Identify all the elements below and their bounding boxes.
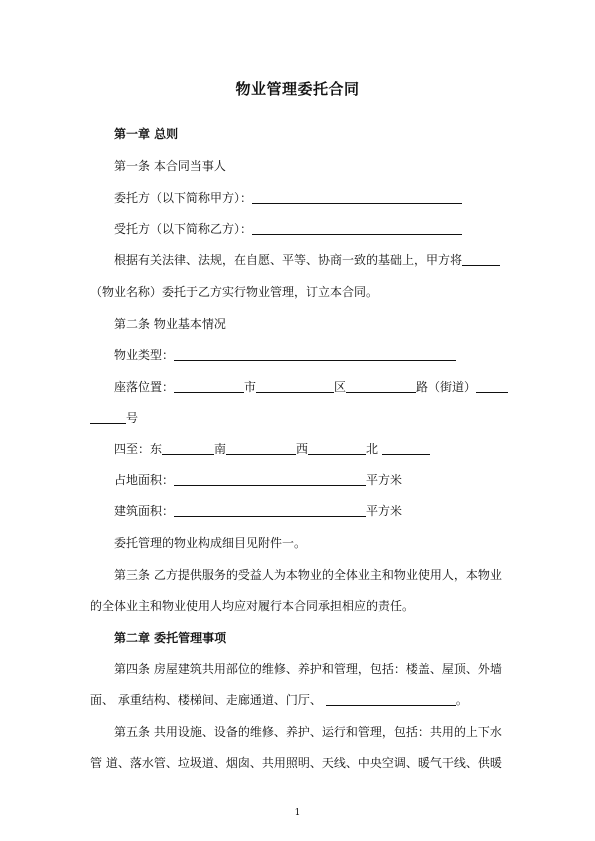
article-5-line-2: 管 道、落水管、垃圾道、烟囱、共用照明、天线、中央空调、暖气干线、供暖: [90, 756, 502, 770]
land-area-line: [90, 472, 530, 488]
boundaries-line: [90, 441, 530, 457]
building-area-label: 建筑面积：: [114, 504, 175, 518]
party-a-label: 委托方（以下简称甲方）：: [114, 191, 253, 205]
party-b-line: [90, 221, 530, 237]
article-4-blank[interactable]: [326, 693, 456, 706]
page-number: 1: [294, 808, 301, 818]
road-label: 路（街道）: [416, 380, 477, 394]
article-4-end: 。: [455, 693, 468, 707]
east-blank[interactable]: [162, 442, 214, 455]
chapter-1-heading: 第一章 总则: [114, 127, 179, 141]
north-blank[interactable]: [382, 442, 430, 455]
road-blank-2[interactable]: [476, 380, 508, 393]
land-area-unit: 平方米: [366, 473, 403, 487]
land-area-blank[interactable]: [174, 473, 366, 486]
building-area-unit: 平方米: [366, 504, 403, 518]
article-3-line-2: 的全体业主和物业使用人均应对履行本合同承担相应的责任。: [90, 599, 415, 613]
basis-text-1: 根据有关法律、法规，在自愿、平等、协商一致的基础上，甲方将: [114, 253, 463, 267]
contract-title: 物业管理委托合同: [235, 80, 360, 98]
city-blank[interactable]: [174, 380, 244, 393]
attachment-note: 委托管理的物业构成细目见附件一。: [114, 536, 307, 550]
article-2: 第二条 物业基本情况: [114, 317, 226, 331]
article-1: 第一条 本合同当事人: [114, 159, 226, 173]
chapter-2-heading: 第二章 委托管理事项: [114, 631, 227, 645]
district-blank[interactable]: [256, 380, 334, 393]
location-line: [90, 379, 530, 395]
property-type-label: 物业类型：: [114, 348, 175, 362]
south-blank[interactable]: [226, 442, 296, 455]
number-label: 号: [126, 411, 139, 425]
party-a-line: [90, 190, 530, 206]
article-4-line-1: 第四条 房屋建筑共用部位的维修、养护和管理，包括：楼盖、屋顶、外墙: [114, 662, 502, 676]
boundary-west-label: 西: [296, 442, 309, 456]
land-area-label: 占地面积：: [114, 473, 175, 487]
road-blank[interactable]: [346, 380, 416, 393]
property-type-blank[interactable]: [174, 348, 456, 361]
building-area-line: [90, 503, 530, 519]
district-label: 区: [334, 380, 347, 394]
boundary-north-label: 北: [366, 442, 379, 456]
article-5-line-1: 第五条 共用设施、设备的维修、养护、运行和管理，包括：共用的上下水: [114, 725, 502, 739]
boundary-east-label: 四至：东: [114, 442, 163, 456]
west-blank[interactable]: [308, 442, 366, 455]
article-4-line-2: [90, 692, 506, 708]
building-area-blank[interactable]: [174, 504, 366, 517]
property-type-line: [90, 347, 530, 363]
party-b-blank[interactable]: [252, 222, 462, 235]
basis-line-2: （物业名称）委托于乙方实行物业管理，订立本合同。: [90, 285, 379, 299]
article-4-text-2: 面、 承重结构、楼梯间、走廊通道、门厅、: [90, 693, 322, 707]
number-blank[interactable]: [90, 411, 126, 424]
boundary-south-label: 南: [214, 442, 227, 456]
party-b-label: 受托方（以下简称乙方）：: [114, 222, 253, 236]
location-line-2: [90, 410, 506, 426]
location-label: 座落位置：: [114, 380, 175, 394]
property-name-blank[interactable]: [462, 253, 500, 266]
party-a-blank[interactable]: [252, 191, 462, 204]
basis-line-1: [90, 252, 530, 268]
city-label: 市: [244, 380, 257, 394]
article-3-line-1: 第三条 乙方提供服务的受益人为本物业的全体业主和物业使用人，本物业: [114, 568, 502, 582]
